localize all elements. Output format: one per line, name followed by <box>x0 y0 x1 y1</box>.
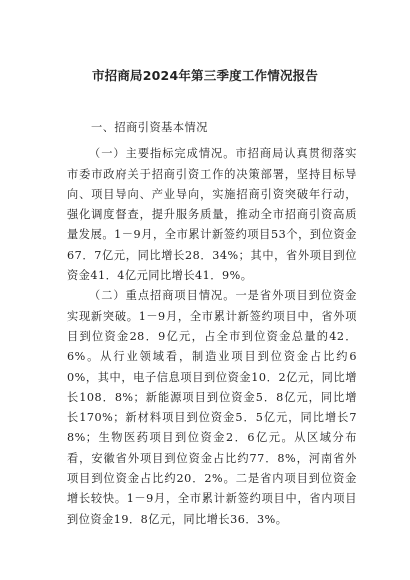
paragraph-main-indicators: （一）主要指标完成情况。市招商局认真贯彻落实市委市政府关于招商引资工作的决策部署，坚持目标导向、项目导向、产业导向，实施招商引资突破年行动，强化调度督查，提升服务质量，推动全市招商引资高质量发展。1－9月，全市累计新签约项目53个，到位资金67．7亿元，同比增长28．34%；其中，省外项目到位资金41．4亿元同比增长41．9%。 <box>67 147 357 283</box>
section-heading: 一、招商引资基本情况 <box>91 121 208 134</box>
document-title: 市招商局2024年第三季度工作情况报告 <box>91 68 319 83</box>
paragraph-key-projects: （二）重点招商项目情况。一是省外项目到位资金实现新突破。1－9月，全市累计新签约项目中，省外项目到位资金28．9亿元，占全市到位资金总量的42．6%。从行业领域看，制造业项目到位资金占比约60%，其中，电子信息项目到位资金10．2亿元，同比增长108．8%；新能源项目到位资金5．8亿元，同比增长170%；新材料项目到位资金5．5亿元，同比增长78%；生物医药项目到位资金2．6亿元。从区域分布看，安徽省外项目到位资金占比约77．8%，河南省外项目到位资金占比约20．2%。二是省内项目到位资金增长较快。1－9月，全市累计新签约项目中，省内项目到位资金19．8亿元，同比增长36．3%。 <box>67 289 357 526</box>
document-body <box>67 118 357 530</box>
